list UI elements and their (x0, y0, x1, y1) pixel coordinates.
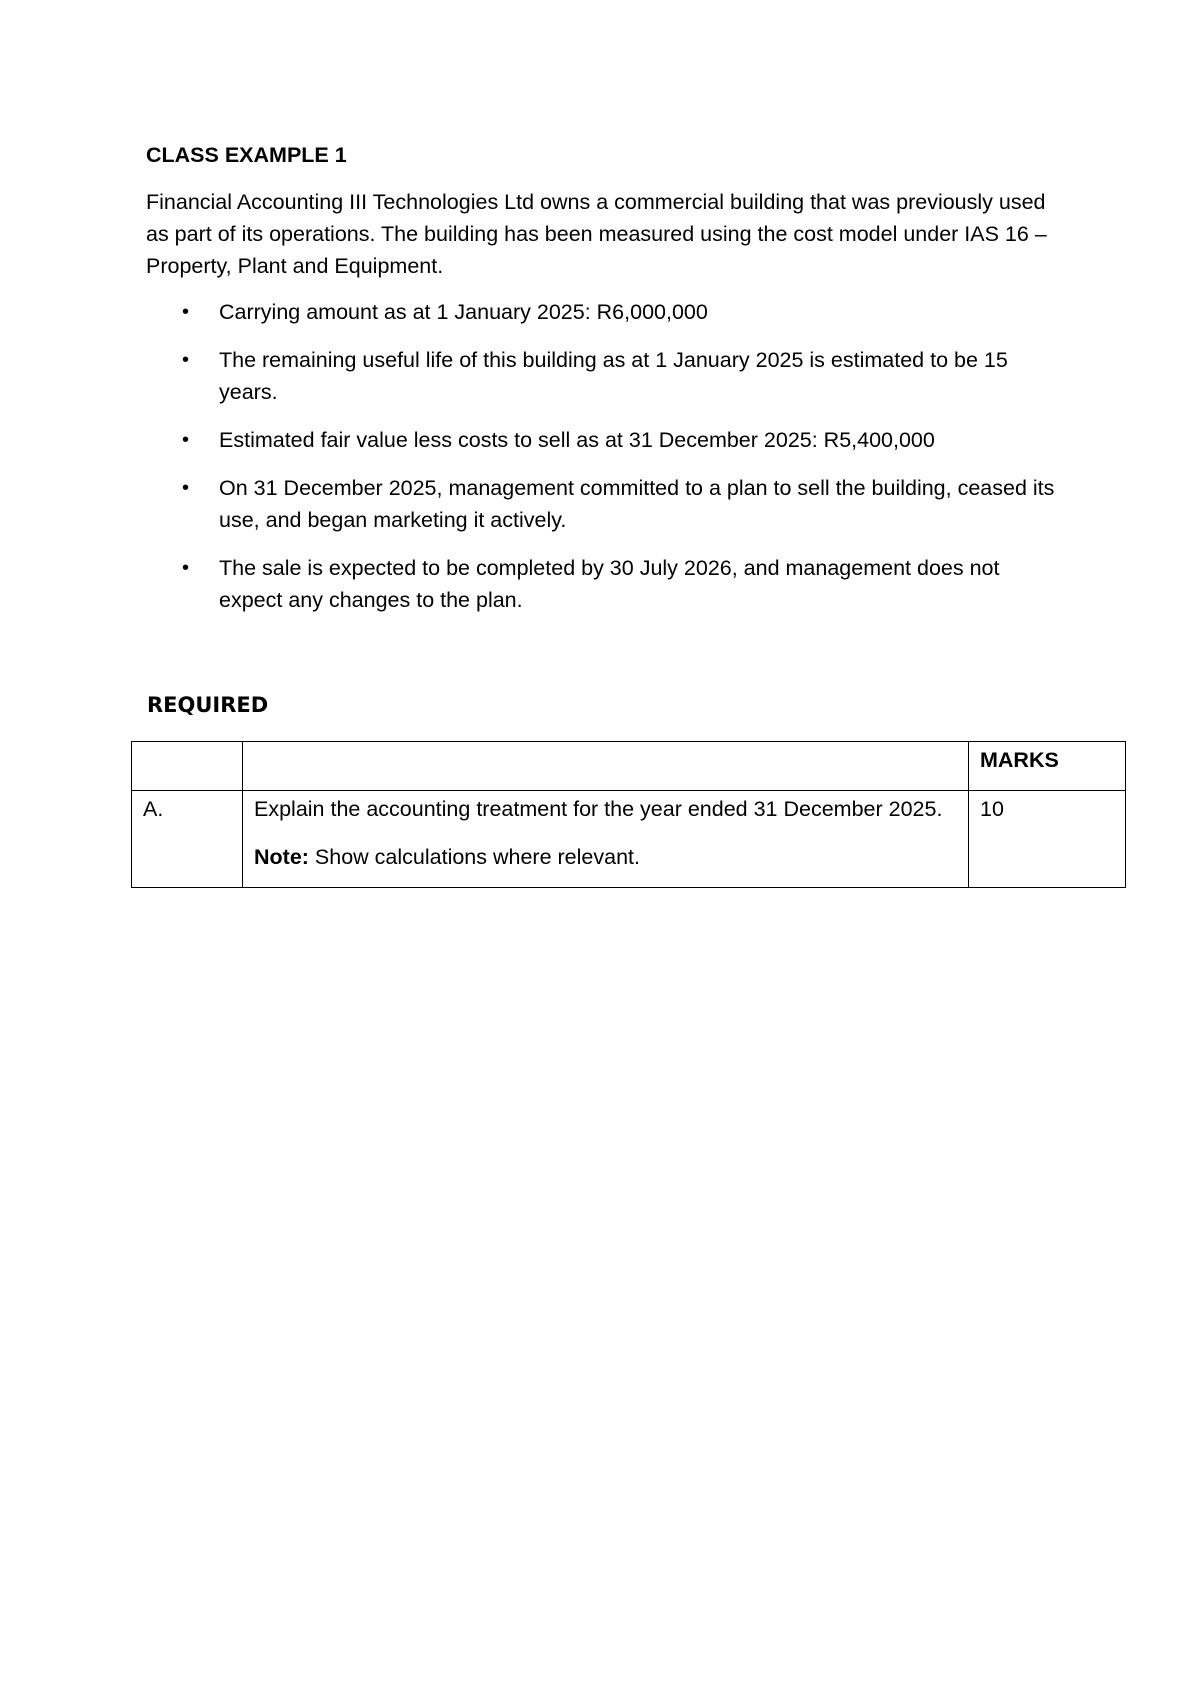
header-cell-label (132, 742, 243, 791)
question-text: Explain the accounting treatment for the year ended 31 December 2025. (254, 797, 943, 821)
note-label: Note: (254, 845, 309, 869)
list-item-text: Estimated fair value less costs to sell as at 31 December 2025: R5,400,000 (219, 428, 935, 452)
list-item (146, 472, 1066, 536)
note-text: Show calculations where relevant. (308, 845, 640, 869)
question-label-cell: A. (132, 791, 243, 888)
bullet-icon: • (182, 557, 190, 579)
header-cell-question (243, 742, 969, 791)
bullet-icon: • (182, 477, 190, 499)
list-item (146, 552, 1066, 616)
list-item-text: On 31 December 2025, management committed to a plan to sell the building, ceased its use, and began marketing it actively. (219, 476, 1055, 532)
list-item (146, 344, 1066, 408)
note-line (254, 841, 957, 873)
list-item-text: The sale is expected to be completed by 30 July 2026, and management does not expect any changes to the plan. (219, 556, 1000, 612)
table-row (132, 791, 1126, 888)
list-item-text: The remaining useful life of this building as at 1 January 2025 is estimated to be 15 years. (219, 348, 1008, 404)
header-cell-marks: MARKS (969, 742, 1126, 791)
list-item (146, 296, 1066, 328)
question-cell (243, 791, 969, 888)
list-item-text: Carrying amount as at 1 January 2025: R6,000,000 (219, 300, 708, 324)
facts-list (146, 296, 1066, 616)
bullet-icon: • (182, 429, 190, 451)
bullet-icon: • (182, 301, 190, 323)
required-heading: REQUIRED (147, 693, 269, 717)
example-title: CLASS EXAMPLE 1 (146, 143, 347, 167)
required-table (131, 741, 1126, 888)
table-header-row (132, 742, 1126, 791)
intro-paragraph: Financial Accounting III Technologies Ltd owns a commercial building that was previously used as part of its operations. The building has been measured using the cost model under IAS 16 – Property, Plant and Equipment. (146, 190, 1047, 278)
document-body (146, 140, 1066, 632)
bullet-icon: • (182, 349, 190, 371)
marks-cell: 10 (969, 791, 1126, 888)
list-item (146, 424, 1066, 456)
